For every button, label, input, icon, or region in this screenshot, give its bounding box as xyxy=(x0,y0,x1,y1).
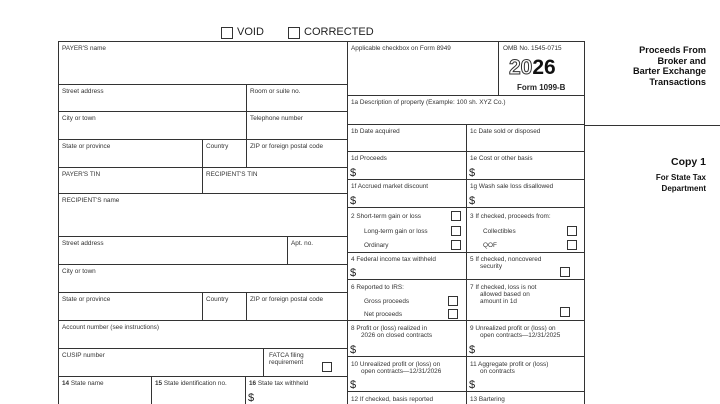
box10-label-2: open contracts—12/31/2026 xyxy=(361,368,442,375)
box3-label: 3 If checked, proceeds from: xyxy=(470,213,551,220)
recipient-tin-box[interactable] xyxy=(203,168,348,194)
form-title-line-2: Broker and xyxy=(657,55,706,66)
payer-zip-box[interactable] xyxy=(247,140,348,168)
box1e-label: 1e Cost or other basis xyxy=(470,155,533,162)
box1g-label: 1g Wash sale loss disallowed xyxy=(470,183,554,190)
state-id-box[interactable] xyxy=(152,377,246,404)
box1f-label: 1f Accrued market discount xyxy=(351,183,429,190)
box1a-label: 1a Description of property (Example: 100 sh. XYZ Co.) xyxy=(351,99,506,106)
box8-label-1: 8 Profit or (loss) realized in xyxy=(351,325,428,332)
title-divider-rule xyxy=(585,125,720,126)
cusip-label: CUSIP number xyxy=(62,352,105,359)
account-number-label: Account number (see instructions) xyxy=(62,324,159,331)
box9-label-1: 9 Unrealized profit or (loss) on xyxy=(470,325,556,332)
box-1e[interactable] xyxy=(467,152,585,180)
payer-state-label: State or province xyxy=(62,143,111,150)
payer-name-label: PAYER'S name xyxy=(62,45,106,52)
void-checkbox[interactable] xyxy=(221,27,233,39)
box-9[interactable] xyxy=(467,321,585,357)
box-3 xyxy=(467,208,585,253)
box-1d[interactable] xyxy=(348,152,467,180)
payer-phone-label: Telephone number xyxy=(250,115,303,122)
payer-room-box[interactable] xyxy=(247,85,348,112)
form-id-box xyxy=(499,42,585,96)
box6-label: 6 Reported to IRS: xyxy=(351,284,404,291)
box4-dollar: $ xyxy=(350,267,357,279)
recipient-apt-label: Apt. no. xyxy=(291,240,314,247)
box-1g[interactable] xyxy=(467,180,585,208)
copy-label: Copy 1 xyxy=(670,156,706,168)
box1d-label: 1d Proceeds xyxy=(351,155,387,162)
box1g-dollar: $ xyxy=(469,195,476,207)
box-4[interactable] xyxy=(348,253,467,280)
ordinary-checkbox[interactable] xyxy=(451,240,461,250)
recipient-country-label: Country xyxy=(206,296,229,303)
box-5 xyxy=(467,253,585,280)
tax-year xyxy=(509,55,556,81)
recipient-state-box[interactable] xyxy=(59,293,203,321)
box5-label-1: 5 If checked, noncovered xyxy=(470,256,542,263)
copy-for-line-1: For State Tax xyxy=(655,173,706,182)
applicable-checkbox-box[interactable] xyxy=(348,42,499,96)
box-6 xyxy=(348,280,467,321)
box2-ordinary-label: Ordinary xyxy=(364,242,389,249)
payer-city-label: City or town xyxy=(62,115,96,122)
payer-name-box[interactable] xyxy=(59,42,348,85)
box7-label-3: amount in 1d xyxy=(480,298,517,305)
box8-label-2: 2026 on closed contracts xyxy=(361,332,433,339)
box-1b[interactable] xyxy=(348,125,467,152)
box9-label-2: open contracts—12/31/2025 xyxy=(480,332,561,339)
state-tax-box[interactable] xyxy=(246,377,348,404)
tax-year-suffix: 26 xyxy=(532,56,556,79)
payer-phone-box[interactable] xyxy=(247,112,348,140)
box12-label: 12 If checked, basis reported xyxy=(351,396,434,403)
box7-label-2: allowed based on xyxy=(480,291,530,298)
account-number-box[interactable] xyxy=(59,321,348,349)
payer-zip-label: ZIP or foreign postal code xyxy=(250,143,324,150)
payer-city-box[interactable] xyxy=(59,112,247,140)
void-label: VOID xyxy=(237,26,264,38)
box10-dollar: $ xyxy=(350,379,357,391)
corrected-label: CORRECTED xyxy=(304,26,374,38)
box-11[interactable] xyxy=(467,357,585,392)
form-name: Form 1099-B xyxy=(517,83,566,92)
box1b-label: 1b Date acquired xyxy=(351,128,400,135)
box8-dollar: $ xyxy=(350,344,357,356)
form-title-line-4: Transactions xyxy=(649,76,706,87)
fatca-checkbox[interactable] xyxy=(322,362,332,372)
payer-tin-box[interactable] xyxy=(59,168,203,194)
qof-checkbox[interactable] xyxy=(567,240,577,250)
omb-number: OMB No. 1545-0715 xyxy=(503,45,562,52)
box11-label-2: on contracts xyxy=(480,368,515,375)
copy-for xyxy=(656,173,706,194)
form-title xyxy=(633,45,706,87)
recipient-city-label: City or town xyxy=(62,268,96,275)
box14-label: 14 State name xyxy=(62,380,104,387)
recipient-country-box[interactable] xyxy=(203,293,247,321)
form-title-line-3: Barter Exchange xyxy=(632,66,706,77)
box1e-dollar: $ xyxy=(469,167,476,179)
box3-qof-label: QOF xyxy=(483,242,497,249)
payer-country-label: Country xyxy=(206,143,229,150)
box-8[interactable] xyxy=(348,321,467,357)
applicable-label: Applicable checkbox on Form 8949 xyxy=(351,45,451,52)
box16-label: 16 State tax withheld xyxy=(249,380,309,387)
fatca-label-1: FATCA filing xyxy=(269,352,304,359)
form-title-line-1: Proceeds From xyxy=(639,45,706,55)
recipient-name-label: RECIPIENT'S name xyxy=(62,197,120,204)
box1c-label: 1c Date sold or disposed xyxy=(470,128,541,135)
gross-proceeds-checkbox[interactable] xyxy=(448,296,458,306)
payer-street-box[interactable] xyxy=(59,85,247,112)
payer-tin-label: PAYER'S TIN xyxy=(62,171,101,178)
box6-gross-label: Gross proceeds xyxy=(364,298,410,305)
box-1f[interactable] xyxy=(348,180,467,208)
box11-label-1: 11 Aggregate profit or (loss) xyxy=(470,361,549,368)
payer-room-label: Room or suite no. xyxy=(250,88,301,95)
box2-long-label: Long-term gain or loss xyxy=(364,228,428,235)
collectibles-checkbox[interactable] xyxy=(567,226,577,236)
recipient-zip-box[interactable] xyxy=(247,293,348,321)
copy-for-line-2: Department xyxy=(661,183,706,193)
box16-dollar: $ xyxy=(248,392,255,404)
loss-not-allowed-checkbox[interactable] xyxy=(560,307,570,317)
box11-dollar: $ xyxy=(469,379,476,391)
tax-year-prefix: 20 xyxy=(509,56,533,79)
box7-label-1: 7 If checked, loss is not xyxy=(470,284,537,291)
box9-dollar: $ xyxy=(469,344,476,356)
box-2 xyxy=(348,208,467,253)
recipient-apt-box[interactable] xyxy=(288,237,348,265)
box13-label: 13 Bartering xyxy=(470,396,505,403)
box4-label: 4 Federal income tax withheld xyxy=(351,256,436,263)
payer-state-box[interactable] xyxy=(59,140,203,168)
long-term-checkbox[interactable] xyxy=(451,226,461,236)
box-7 xyxy=(467,280,585,321)
box15-label: 15 State identification no. xyxy=(155,380,227,387)
payer-street-label: Street address xyxy=(62,88,104,95)
box3-collectibles-label: Collectibles xyxy=(483,228,516,235)
state-name-box[interactable] xyxy=(59,377,152,404)
net-proceeds-checkbox[interactable] xyxy=(448,309,458,319)
cusip-box[interactable] xyxy=(59,349,264,377)
recipient-street-box[interactable] xyxy=(59,237,288,265)
recipient-state-label: State or province xyxy=(62,296,111,303)
box10-label-1: 10 Unrealized profit or (loss) on xyxy=(351,361,441,368)
box-1a[interactable] xyxy=(348,96,585,125)
box-1c[interactable] xyxy=(467,125,585,152)
noncovered-checkbox[interactable] xyxy=(560,267,570,277)
recipient-city-box[interactable] xyxy=(59,265,348,293)
fatca-label-2: requirement xyxy=(269,359,304,366)
box1f-dollar: $ xyxy=(350,195,357,207)
box5-label-2: security xyxy=(480,263,503,270)
box1d-dollar: $ xyxy=(350,167,357,179)
box-13[interactable] xyxy=(467,392,585,404)
fatca-box xyxy=(264,349,348,377)
short-term-checkbox[interactable] xyxy=(451,211,461,221)
corrected-checkbox[interactable] xyxy=(288,27,300,39)
recipient-tin-label: RECIPIENT'S TIN xyxy=(206,171,258,178)
payer-country-box[interactable] xyxy=(203,140,247,168)
box2-short-label: 2 Short-term gain or loss xyxy=(351,213,421,220)
box-10[interactable] xyxy=(348,357,467,392)
box-12 xyxy=(348,392,467,404)
recipient-zip-label: ZIP or foreign postal code xyxy=(250,296,324,303)
recipient-street-label: Street address xyxy=(62,240,104,247)
recipient-name-box[interactable] xyxy=(59,194,348,237)
box6-net-label: Net proceeds xyxy=(364,311,403,318)
